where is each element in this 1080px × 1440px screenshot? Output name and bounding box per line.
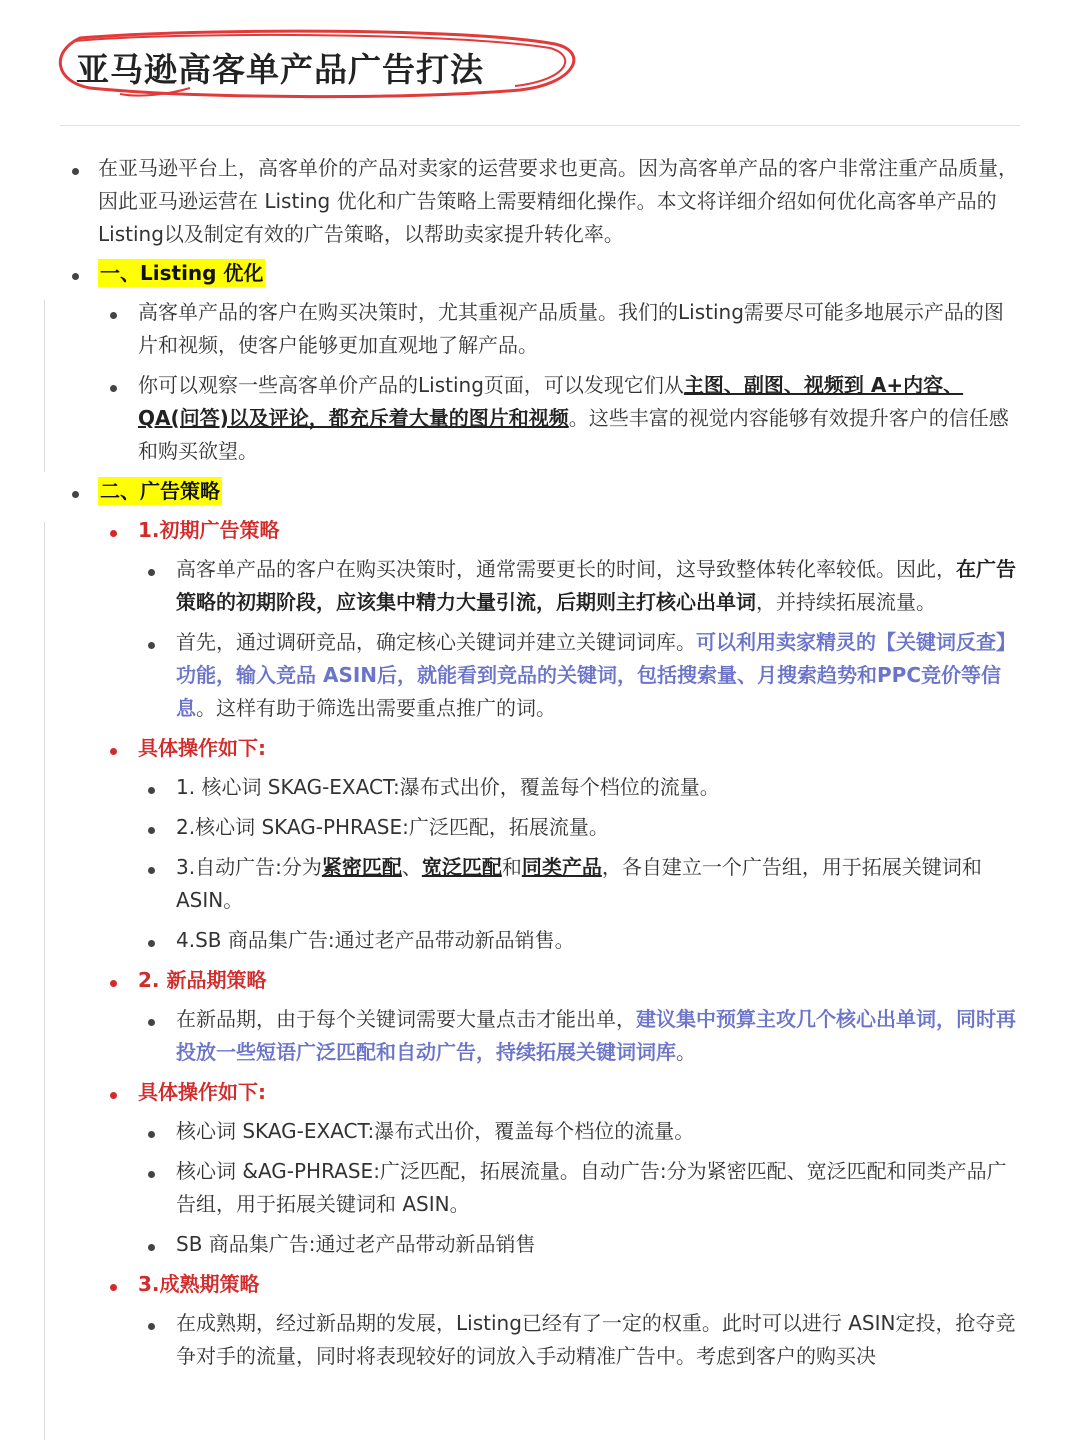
early-point-1: 高客单产品的客户在购买决策时，通常需要更长的时间，这导致整体转化率较低。因此，在广告策略的初期阶段，应该集中精力大量引流，后期则主打核心出单词，并持续拓展流量。 [148,553,1020,619]
subsection-heading: 2. 新品期策略 [138,968,267,992]
ops1-item-2: 2.核心词 SKAG-PHRASE:广泛匹配，拓展流量。 [148,811,1020,844]
bullet-icon [72,491,79,498]
subsection-heading: 具体操作如下: [138,736,266,760]
subsection-heading: 具体操作如下: [138,1080,266,1104]
ops2-item-1: 核心词 SKAG-EXACT:瀑布式出价，覆盖每个档位的流量。 [148,1115,1020,1148]
title-divider [60,125,1020,126]
operations-1 [110,732,1020,957]
ops1-item-4: 4.SB 商品集广告:通过老产品带动新品销售。 [148,924,1020,957]
section1-point-2: 你可以观察一些高客单价产品的Listing页面，可以发现它们从主图、副图、视频到 A+内容、QA(问答)以及评论，都充斥着大量的图片和视频。这些丰富的视觉内容能够有效提升客户的信任感和购买欲望。 [110,369,1020,468]
ops1-item-1: 1. 核心词 SKAG-EXACT:瀑布式出价，覆盖每个档位的流量。 [148,771,1020,804]
bullet-icon [148,1171,155,1178]
underlined-emphasis: 主图、副图、视频到 A+内容、QA(问答)以及评论，都充斥着大量的图片和视频 [138,373,964,430]
section1-point-1: 高客单产品的客户在购买决策时，尤其重视产品质量。我们的Listing需要尽可能多地展示产品的图片和视频，使客户能够更加直观地了解产品。 [110,296,1020,362]
section1-guide-line [44,300,45,472]
bullet-icon [148,1323,155,1330]
subsection-new-product [110,964,1020,1069]
red-bullet-icon [110,1284,117,1291]
section2-guide-line [44,522,45,1440]
new-point-1: 在新品期，由于每个关键词需要大量点击才能出单，建议集中预算主攻几个核心出单词，同时再投放一些短语广泛匹配和自动广告，持续拓展关键词词库。 [148,1003,1020,1069]
operations-2 [110,1076,1020,1261]
page-title: 亚马逊高客单产品广告打法 [76,50,484,89]
section2-heading: 二、广告策略 [100,479,220,503]
bullet-icon [148,827,155,834]
bullet-icon [148,1131,155,1138]
red-bullet-icon [110,748,117,755]
ops2-item-3: SB 商品集广告:通过老产品带动新品销售 [148,1228,1020,1261]
bullet-icon [110,312,117,319]
bullet-icon [148,867,155,874]
subsection-heading: 1.初期广告策略 [138,518,280,542]
red-bullet-icon [110,1092,117,1099]
bullet-icon [148,787,155,794]
red-bullet-icon [110,980,117,987]
title-block [50,26,580,106]
subsection-heading: 3.成熟期策略 [138,1272,260,1296]
bullet-icon [148,1019,155,1026]
bullet-icon [148,642,155,649]
red-bullet-icon [110,530,117,537]
intro-item [70,152,1020,251]
ops2-item-2: 核心词 &AG-PHRASE:广泛匹配，拓展流量。自动广告:分为紧密匹配、宽泛匹配和同类产品广告组，用于拓展关键词和 ASIN。 [148,1155,1020,1221]
early-point-2: 首先，通过调研竞品，确定核心关键词并建立关键词词库。可以利用卖家精灵的【关键词反查】功能，输入竞品 ASIN后，就能看到竞品的关键词，包括搜索量、月搜索趋势和PPC竞价等信息。这样有助于筛选出需要重点推广的词。 [148,626,1020,725]
section2-item [70,475,1020,1373]
bullet-icon [148,1244,155,1251]
article-body [70,152,1020,1380]
section1-heading: 一、Listing 优化 [100,261,264,285]
bullet-icon [148,569,155,576]
bullet-icon [72,273,79,280]
intro-text: 在亚马逊平台上，高客单价的产品对卖家的运营要求也更高。因为高客单产品的客户非常注重产品质量，因此亚马逊运营在 Listing 优化和广告策略上需要精细化操作。本文将详细介绍如何优化高客单产品的Listing以及制定有效的广告策略，以帮助卖家提升转化率。 [98,156,1018,246]
subsection-mature [110,1268,1020,1373]
bullet-icon [72,168,79,175]
subsection-early [110,514,1020,725]
section1-item [70,257,1020,468]
mature-point-1: 在成熟期，经过新品期的发展，Listing已经有了一定的权重。此时可以进行 ASIN定投，抢夺竞争对手的流量，同时将表现较好的词放入手动精准广告中。考虑到客户的购买决 [148,1307,1020,1373]
bullet-icon [148,940,155,947]
ops1-item-3: 3.自动广告:分为紧密匹配、宽泛匹配和同类产品，各自建立一个广告组，用于拓展关键词和 ASIN。 [148,851,1020,917]
bullet-icon [110,385,117,392]
